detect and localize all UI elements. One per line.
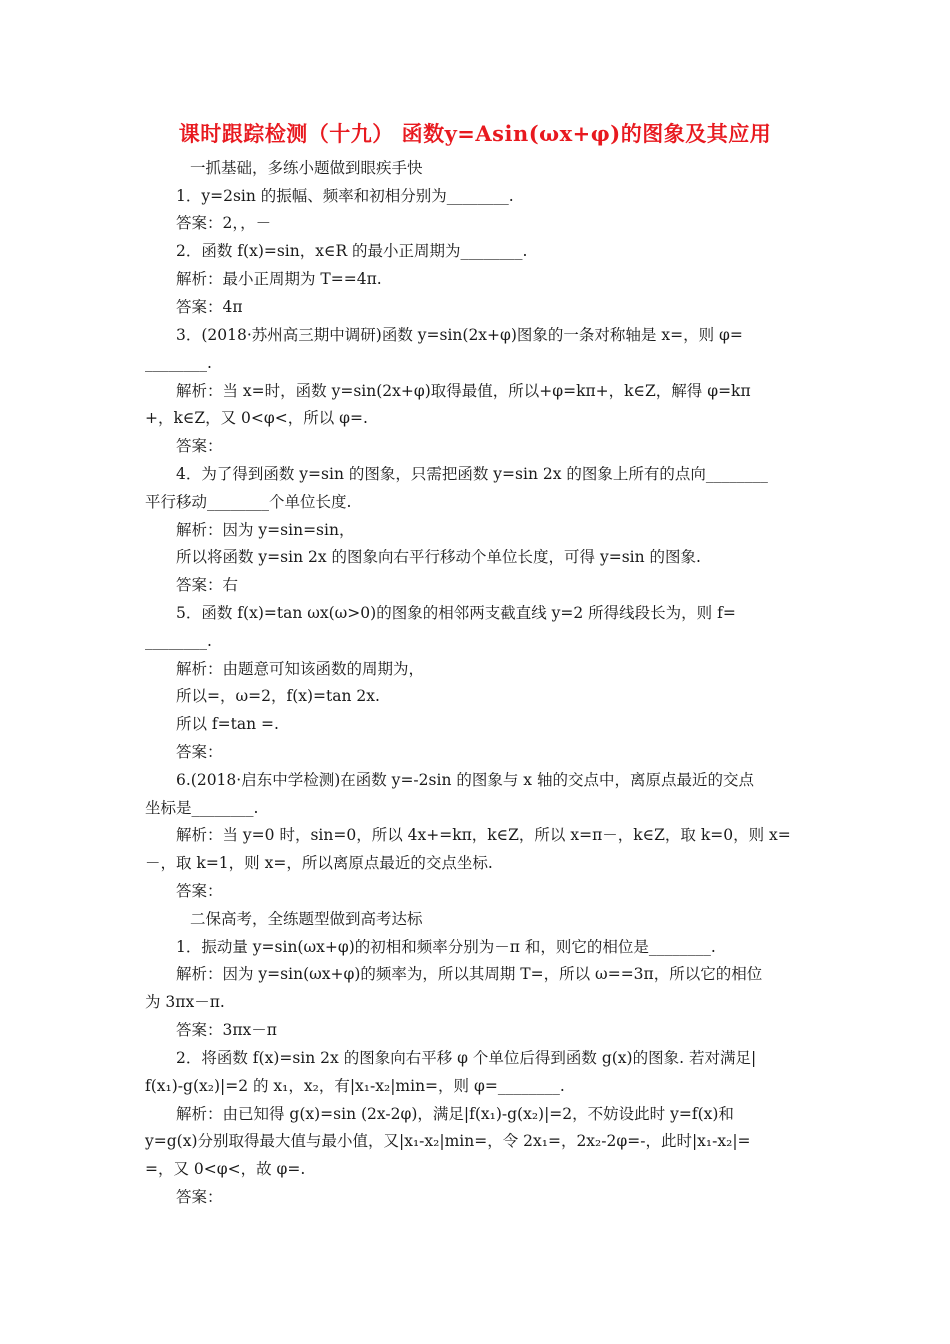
text-line: 解析：当 x=时，函数 y=sin(2x+φ)取得最值，所以+φ=kπ+，k∈Z，解得 φ=kπ [176,382,751,400]
text-line: +，k∈Z，又 0<φ<，所以 φ=. [145,409,368,427]
page-title: 课时跟踪检测（十九） 函数y=Asin(ωx+φ)的图象及其应用 [178,121,772,146]
text-line: 解析：由题意可知该函数的周期为， [176,660,425,678]
text-line: =，又 0<φ<，故 φ=. [145,1160,306,1178]
text-line: 答案：2，，－ [176,214,272,232]
text-line: 答案：4π [176,298,243,316]
text-line: 所以 f=tan =. [176,715,279,733]
text-line: 2．将函数 f(x)=sin 2x 的图象向右平移 φ 个单位后得到函数 g(x)的图象. 若对满足| [176,1049,757,1067]
text-line: 答案： [176,882,223,900]
text-line: 所以=，ω=2，f(x)=tan 2x. [176,687,380,705]
text-line: 4．为了得到函数 y=sin 的图象，只需把函数 y=sin 2x 的图象上所有的点向________ [176,465,768,483]
text-line: 解析：最小正周期为 T==4π. [176,270,382,288]
text-line: 坐标是________. [145,799,259,817]
text-line: 解析：由已知得 g(x)=sin (2x-2φ)，满足|f(x₁)-g(x₂)|=2，不妨设此时 y=f(x)和 [176,1105,734,1123]
text-line: ________. [145,354,212,372]
text-line: 2．函数 f(x)=sin，x∈R 的最小正周期为________. [176,242,528,260]
text-line: ________. [145,632,212,650]
section-heading-advanced: 二保高考，全练题型做到高考达标 [190,910,423,928]
text-line: －，取 k=1，则 x=，所以离原点最近的交点坐标. [145,854,493,872]
text-line: 解析：因为 y=sin(ωx+φ)的频率为，所以其周期 T=，所以 ω==3π，所以它的相位 [176,965,763,983]
text-line: 答案：3πx－π [176,1021,277,1039]
text-line: 解析：当 y=0 时，sin=0，所以 4x+=kπ，k∈Z，所以 x=π－，k∈Z，取 k=0，则 x= [176,826,791,844]
text-line: 所以将函数 y=sin 2x 的图象向右平行移动个单位长度，可得 y=sin 的图象. [176,548,701,566]
text-line: f(x₁)-g(x₂)|=2 的 x₁，x₂，有|x₁-x₂|min=，则 φ=________. [145,1077,565,1095]
text-line: 1．振动量 y=sin(ωx+φ)的初相和频率分别为－π 和，则它的相位是________. [176,938,716,956]
text-line: 6.(2018·启东中学检测)在函数 y=-2sin 的图象与 x 轴的交点中，离原点最近的交点 [176,771,754,789]
text-line: 答案： [176,437,223,455]
text-line: 答案： [176,1188,223,1206]
text-line: 答案： [176,743,223,761]
text-line: y=g(x)分别取得最大值与最小值，又|x₁-x₂|min=，令 2x₁=，2x₂-2φ=-，此时|x₁-x₂|= [145,1132,751,1150]
section-heading-basic: 一抓基础，多练小题做到眼疾手快 [190,159,423,177]
text-line: 解析：因为 y=sin=sin， [176,521,355,539]
text-line: 答案：右 [176,576,239,594]
text-line: 为 3πx－π. [145,993,225,1011]
text-line: 1．y=2sin 的振幅、频率和初相分别为________. [176,187,514,205]
text-line: 3．(2018·苏州高三期中调研)函数 y=sin(2x+φ)图象的一条对称轴是 x=，则 φ= [176,326,743,344]
text-line: 平行移动________个单位长度. [145,493,352,511]
text-line: 5．函数 f(x)=tan ωx(ω>0)的图象的相邻两支截直线 y=2 所得线段长为，则 f= [176,604,736,622]
